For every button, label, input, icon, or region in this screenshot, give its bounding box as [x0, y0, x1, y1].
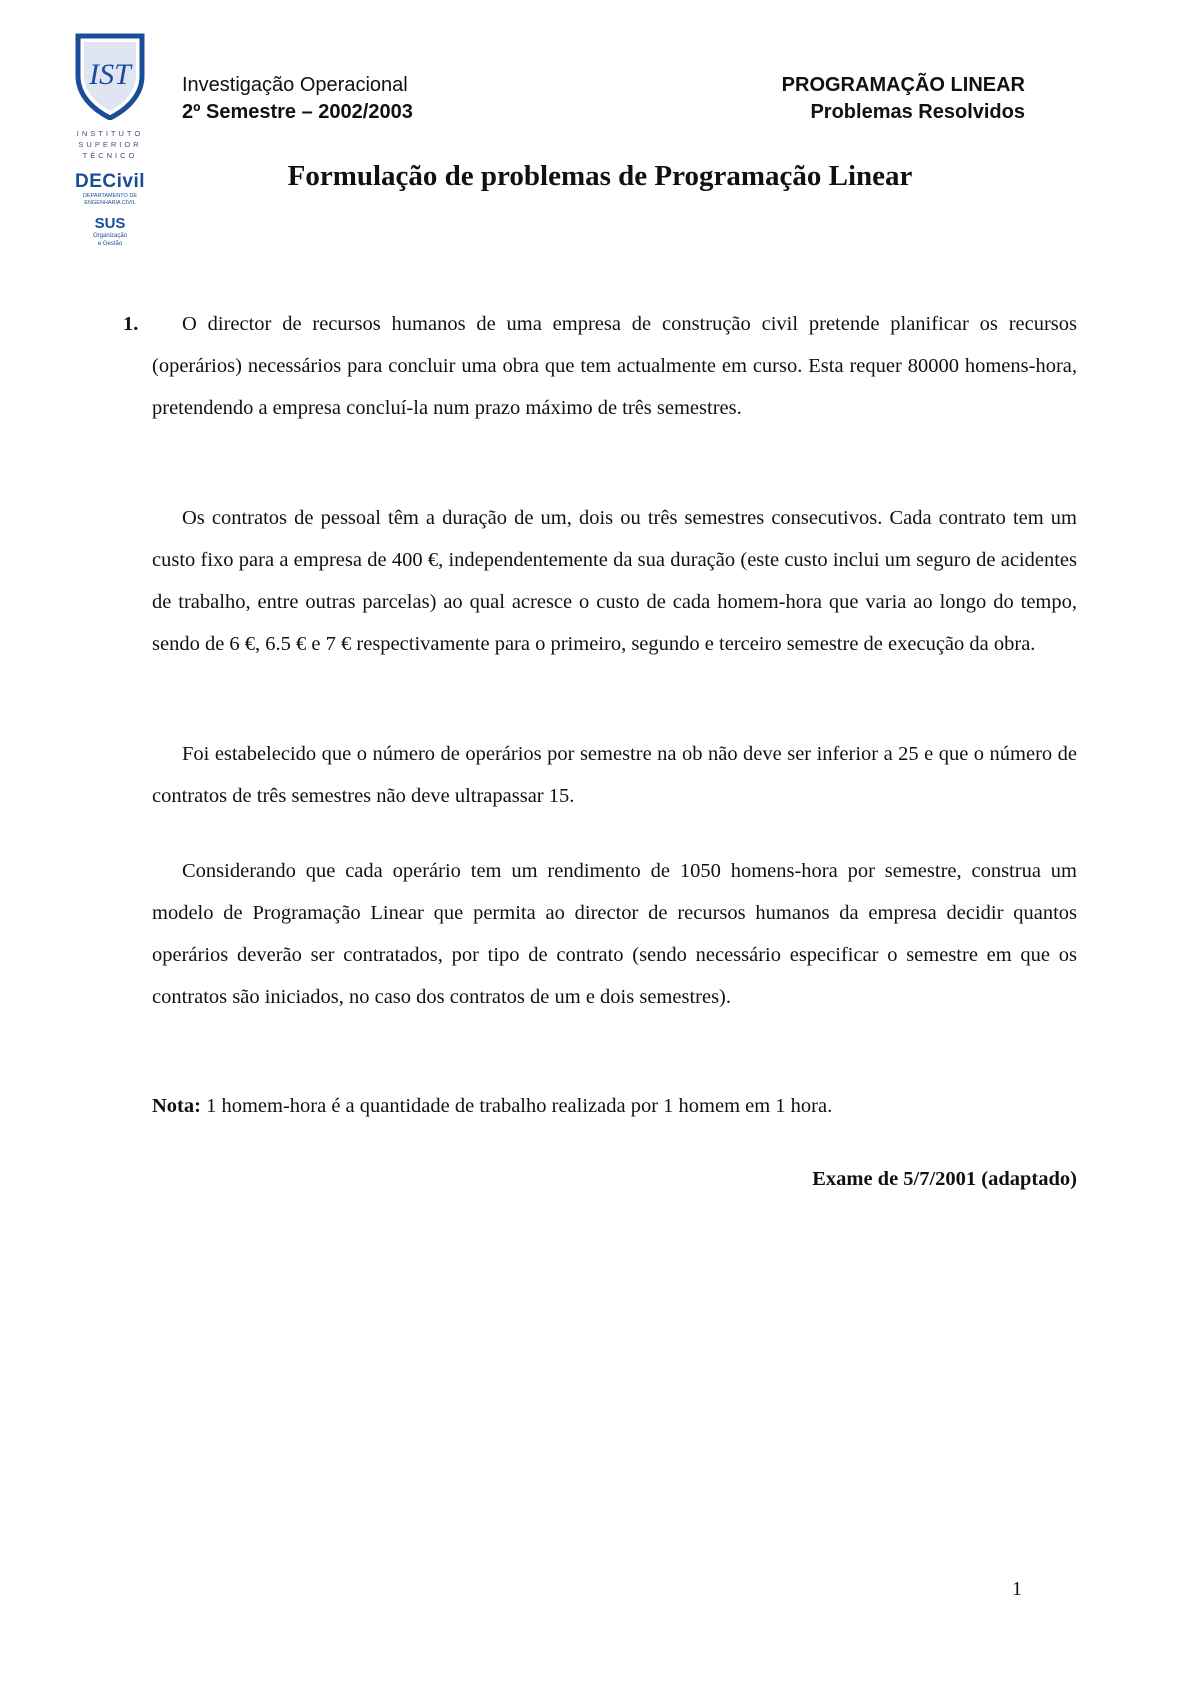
note-label: Nota:: [152, 1095, 201, 1117]
paragraph-text: Considerando que cada operário tem um rendimento de 1050 homens-hora por semestre, construa um modelo de Programação Linear que permita ao director de recursos humanos da empresa decidir quantos operários deverão ser contratados, por tipo de contrato (sendo necessário especificar o semestre em que os contratos são iniciados, no caso dos contratos de um e dois semestres).: [152, 860, 1077, 1008]
ist-line: INSTITUTO: [76, 129, 144, 138]
decivil-subtitle: DEPARTAMENTO DE: [83, 193, 137, 199]
problem-paragraph-3: [152, 733, 1077, 817]
sus-logo-text: SUS: [94, 215, 126, 232]
note-text: [152, 1085, 1077, 1127]
note: [152, 1085, 1077, 1127]
decivil-logo-text: DECivil: [74, 171, 146, 192]
problem-paragraph-4: [152, 850, 1077, 1018]
topic-subtitle: Problemas Resolvidos: [810, 101, 1025, 123]
header-topic-block: [782, 72, 1025, 126]
course-name: Investigação Operacional: [182, 74, 408, 96]
paragraph-text: Os contratos de pessoal têm a duração de um, dois ou três semestres consecutivos. Cada contrato tem um custo fixo para a empresa de 400 €, independentemente da sua duração (este custo inclui um seguro de acidentes de trabalho, entre outras parcelas) ao qual acresce o custo de cada homem-hora que varia ao longo do tempo, sendo de 6 €, 6.5 € e 7 € respectivamente para o primeiro, segundo e terceiro semestre de execução da obra.: [152, 507, 1077, 655]
semester: 2º Semestre – 2002/2003: [182, 101, 413, 123]
page-number: 1: [1012, 1578, 1022, 1600]
page-title: Formulação de problemas de Programação Linear: [287, 160, 913, 192]
decivil-subtitle: ENGENHARIA CIVIL: [84, 200, 136, 206]
sus-subtitle: Organização: [92, 233, 128, 239]
ist-line: TÉCNICO: [82, 151, 138, 160]
header-course-block: [182, 72, 413, 126]
ist-line: SUPERIOR: [78, 140, 142, 149]
exam-source: Exame de 5/7/2001 (adaptado): [812, 1168, 1077, 1190]
problem-number: 1.: [123, 313, 139, 335]
problem-paragraph-2: [152, 497, 1077, 665]
ist-name-block: [70, 128, 150, 161]
topic-title: PROGRAMAÇÃO LINEAR: [781, 74, 1025, 96]
paragraph-text: Foi estabelecido que o número de operários por semestre na ob não deve ser inferior a 25 e que o número de contratos de três semestres não deve ultrapassar 15.: [152, 743, 1077, 807]
note-body: 1 homem-hora é a quantidade de trabalho realizada por 1 homem em 1 hora.: [200, 1095, 833, 1117]
svg-text:IST: IST: [89, 58, 131, 91]
institution-logo: [70, 32, 150, 257]
ist-shield-icon: [70, 32, 150, 120]
problem-paragraph-1: [123, 303, 1077, 429]
paragraph-text: O director de recursos humanos de uma empresa de construção civil pretende planificar os recursos (operários) necessários para concluir uma obra que tem actualmente em curso. Esta requer 80000 homens-hora, pretendendo a empresa concluí-la num prazo máximo de três semestres.: [152, 313, 1077, 419]
sus-subtitle: e Gestão: [97, 241, 123, 247]
